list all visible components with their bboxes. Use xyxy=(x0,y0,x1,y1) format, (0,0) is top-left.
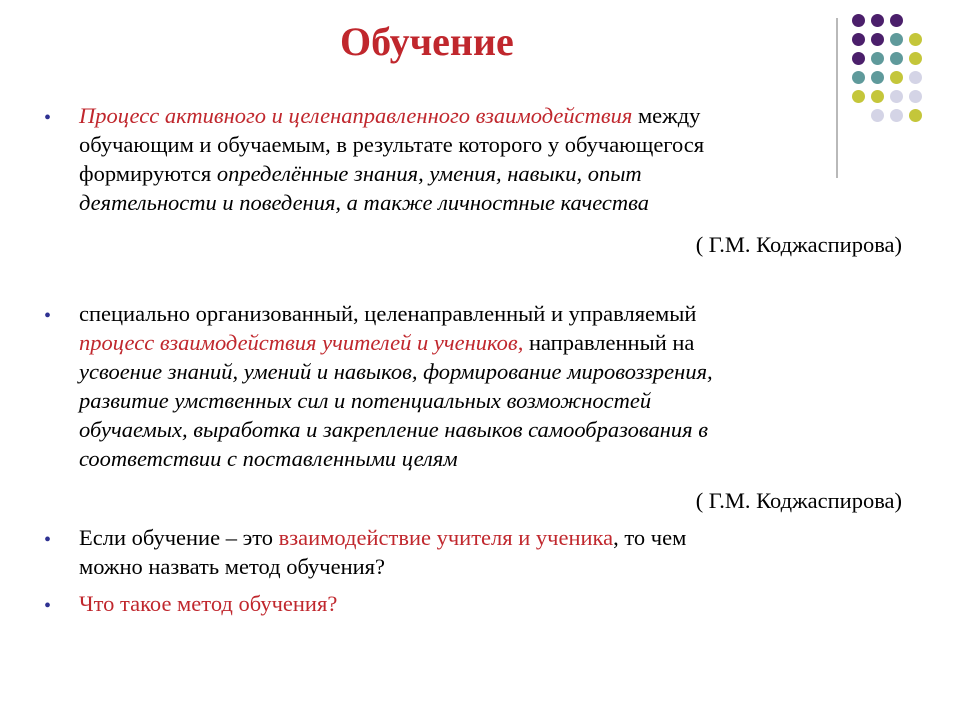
decorative-dot xyxy=(909,52,922,65)
bullet-icon: • xyxy=(44,305,52,327)
decorative-dot xyxy=(871,71,884,84)
decorative-dot xyxy=(890,71,903,84)
paragraph-line: обучающим и обучаемым, в результате которого у обучающегося xyxy=(79,132,705,157)
question-paragraph-2 xyxy=(79,589,869,618)
highlight-text: процесс взаимодействия учителей и учеников, xyxy=(79,330,524,355)
paragraph-line xyxy=(79,101,869,130)
decorative-dot xyxy=(871,90,884,103)
slide-title: Обучение xyxy=(340,19,514,64)
definition-paragraph-2 xyxy=(79,299,869,473)
paragraph-line: развитие умственных сил и потенциальных возможностей xyxy=(79,388,652,413)
decorative-dot xyxy=(852,71,865,84)
paragraph-line: можно назвать метод обучения? xyxy=(79,554,386,579)
decorative-dot xyxy=(890,33,903,46)
decorative-dot xyxy=(871,109,884,122)
paragraph-line: Что такое метод обучения? xyxy=(79,591,338,616)
decorative-dot xyxy=(909,109,922,122)
decorative-dot xyxy=(871,33,884,46)
citation: ( Г.М. Коджаспирова) xyxy=(695,488,902,513)
decorative-dot xyxy=(890,14,903,27)
decorative-dot xyxy=(852,14,865,27)
body-text: направленный на xyxy=(523,330,695,355)
paragraph-line: деятельности и поведения, а также личностные качества xyxy=(79,190,649,215)
decorative-dot xyxy=(890,52,903,65)
body-text: Если обучение – это xyxy=(79,525,279,550)
decorative-dot xyxy=(871,14,884,27)
decorative-dot xyxy=(852,33,865,46)
decorative-dot xyxy=(909,71,922,84)
highlight-text: взаимодействие учителя и ученика xyxy=(278,525,614,550)
body-text: формируются xyxy=(79,161,217,186)
decorative-dot xyxy=(890,90,903,103)
paragraph-line xyxy=(79,159,869,188)
decorative-dot xyxy=(909,90,922,103)
paragraph-line xyxy=(79,328,869,357)
definition-paragraph-1 xyxy=(79,101,869,217)
paragraph-line: усвоение знаний, умений и навыков, формирование мировоззрения, xyxy=(79,359,713,384)
decorative-dot xyxy=(852,52,865,65)
paragraph-line: соответствии с поставленными целям xyxy=(79,446,458,471)
paragraph-line: обучаемых, выработка и закрепление навыков самообразования в xyxy=(79,417,708,442)
decorative-dot xyxy=(890,109,903,122)
italic-text: определённые знания, умения, навыки, опыт xyxy=(216,161,642,186)
paragraph-line: специально организованный, целенаправленный и управляемый xyxy=(79,301,697,326)
bullet-icon: • xyxy=(44,107,52,129)
question-paragraph xyxy=(79,523,869,581)
decorative-dot xyxy=(871,52,884,65)
highlight-text: Процесс активного и целенаправленного взаимодействия xyxy=(79,103,633,128)
bullet-icon: • xyxy=(44,529,52,551)
citation: ( Г.М. Коджаспирова) xyxy=(695,232,902,257)
body-text: , то чем xyxy=(613,525,687,550)
paragraph-line xyxy=(79,523,869,552)
body-text: между xyxy=(632,103,701,128)
bullet-icon: • xyxy=(44,595,52,617)
decorative-dot xyxy=(909,33,922,46)
